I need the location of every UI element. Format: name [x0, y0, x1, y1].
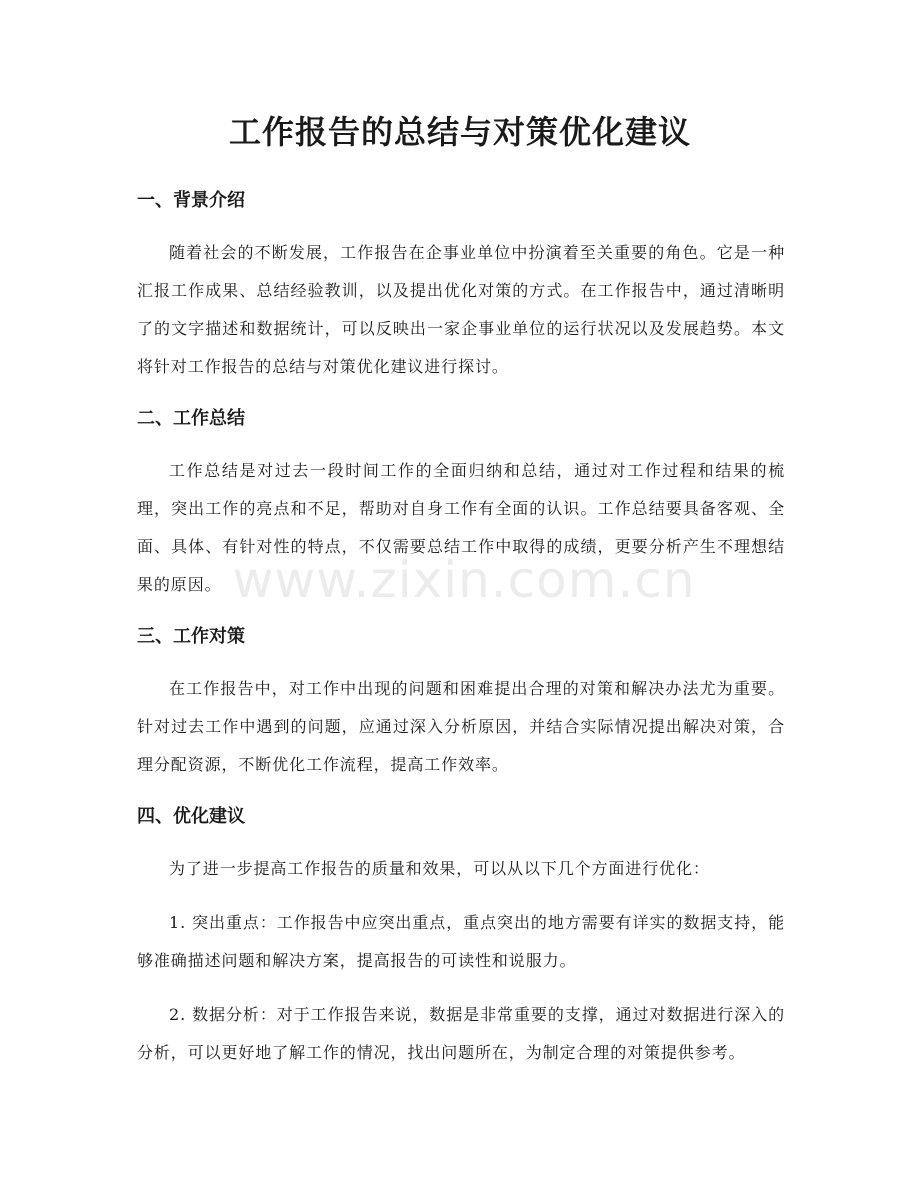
list-item-data-analysis: 2. 数据分析：对于工作报告来说，数据是非常重要的支撑，通过对数据进行深入的分析，可以更好地了解工作的情况，找出问题所在，为制定合理的对策提供参考。: [137, 1005, 785, 1062]
section-optimization-suggestions: [137, 800, 785, 1072]
section-heading: 一、背景介绍: [137, 190, 245, 211]
section-paragraph: 在工作报告中，对工作中出现的问题和困难提出合理的对策和解决办法尤为重要。针对过去工作中遇到的问题，应通过深入分析原因，并结合实际情况提出解决对策，合理分配资源，不断优化工作流程，提高工作效率。: [137, 679, 785, 774]
section-work-countermeasures: [137, 620, 785, 784]
section-heading: 三、工作对策: [137, 626, 245, 647]
section-heading: 四、优化建议: [137, 806, 245, 827]
section-paragraph: 工作总结是对过去一段时间工作的全面归纳和总结，通过对工作过程和结果的梳理，突出工作的亮点和不足，帮助对自身工作有全面的认识。工作总结要具备客观、全面、具体、有针对性的特点，不仅需要总结工作中取得的成绩，更要分析产生不理想结果的原因。: [137, 461, 785, 594]
section-background: [137, 184, 785, 386]
section-heading: 二、工作总结: [137, 408, 245, 429]
document-title: 工作报告的总结与对策优化建议: [228, 113, 691, 151]
document-body: [137, 184, 785, 1088]
section-work-summary: [137, 402, 785, 604]
section-paragraph: 随着社会的不断发展，工作报告在企事业单位中扮演着至关重要的角色。它是一种汇报工作成果、总结经验教训，以及提出优化对策的方式。在工作报告中，通过清晰明了的文字描述和数据统计，可以反映出一家企事业单位的运行状况以及发展趋势。本文将针对工作报告的总结与对策优化建议进行探讨。: [137, 243, 785, 376]
watermark-text: www.zixin.com.cn: [232, 551, 696, 609]
section-paragraph: 为了进一步提高工作报告的质量和效果，可以从以下几个方面进行优化：: [169, 859, 710, 878]
list-item-highlight-key-points: 1. 突出重点：工作报告中应突出重点，重点突出的地方需要有详实的数据支持，能够准确描述问题和解决方案，提高报告的可读性和说服力。: [137, 913, 785, 970]
